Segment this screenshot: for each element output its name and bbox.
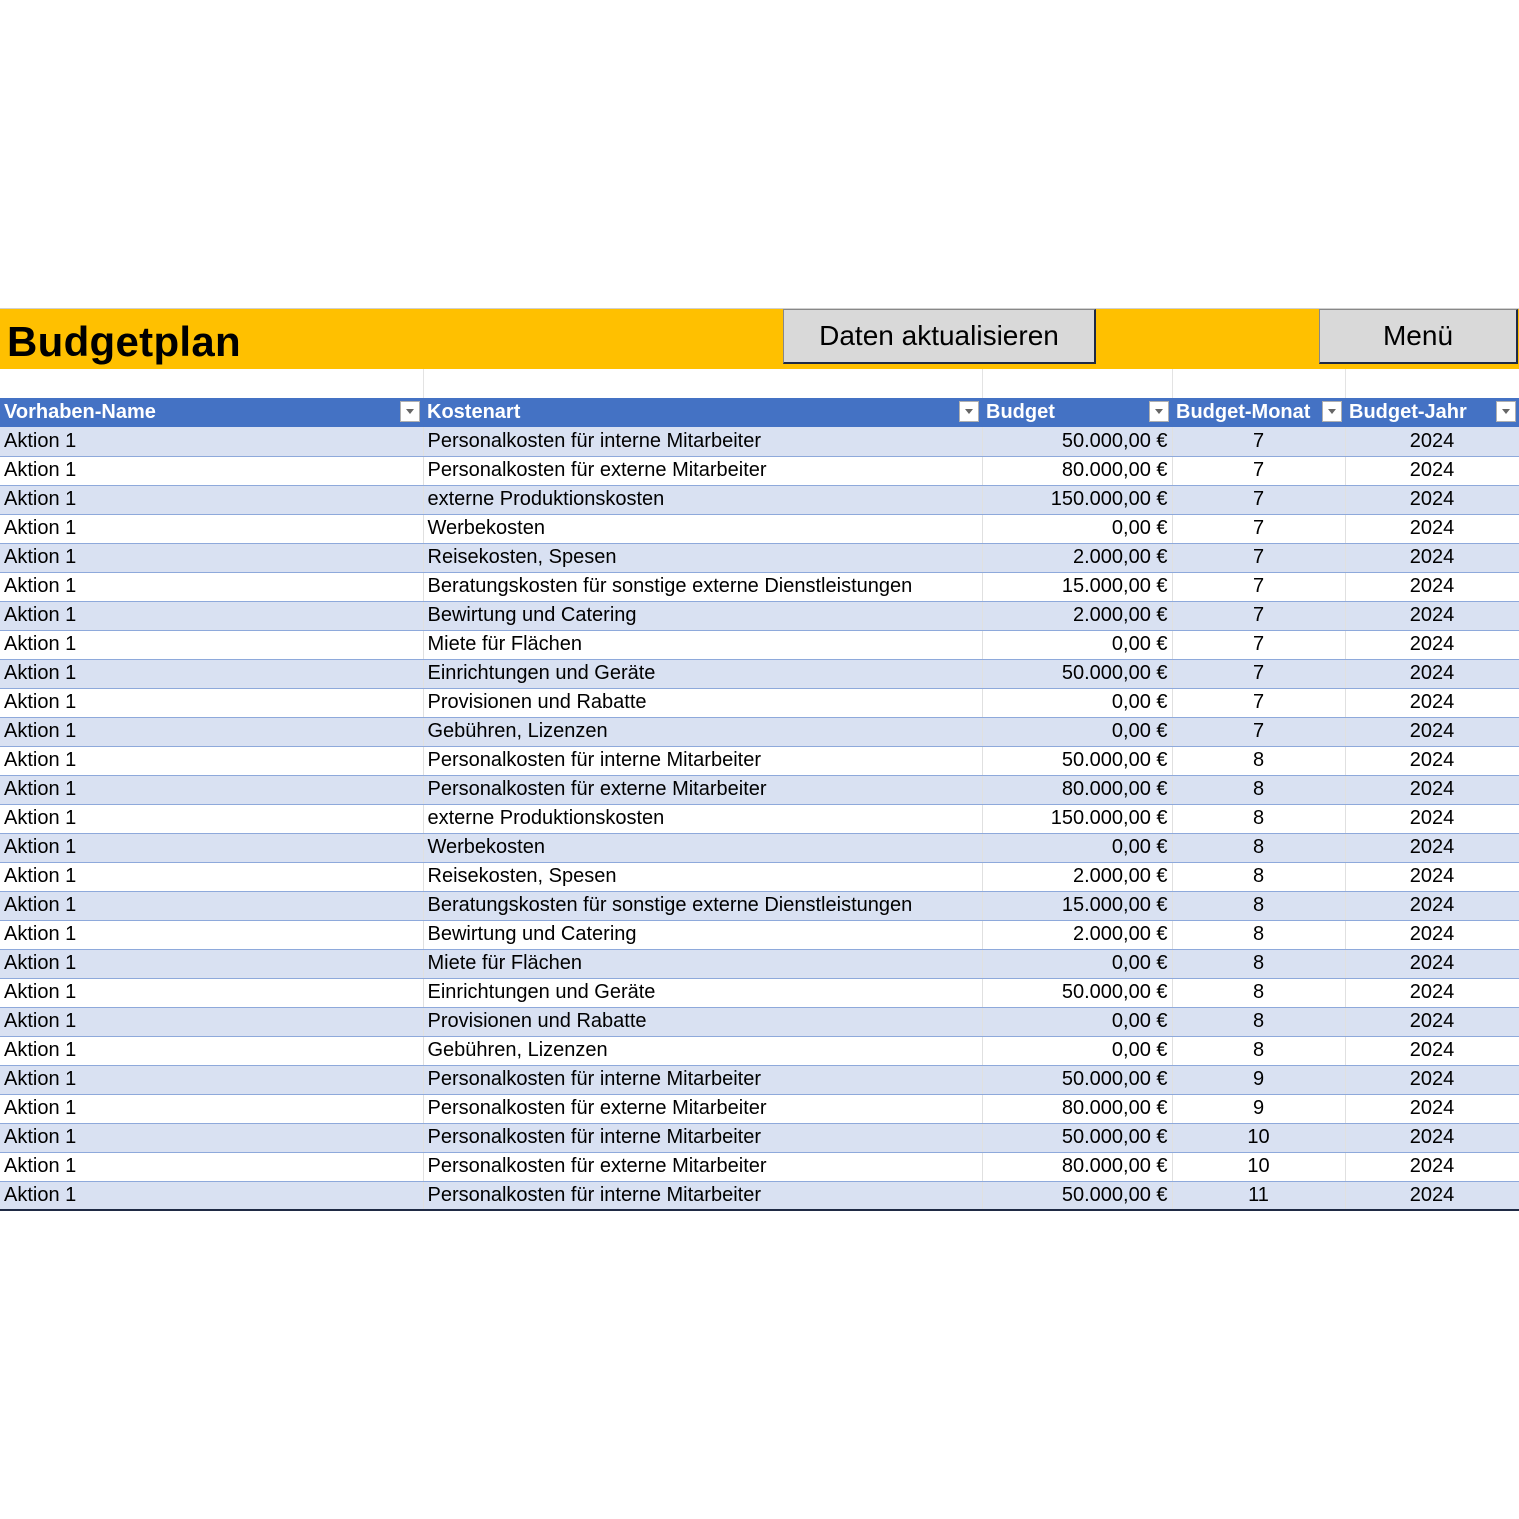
- cell-budget[interactable]: 0,00 €: [982, 833, 1172, 862]
- cell-budget[interactable]: 80.000,00 €: [982, 456, 1172, 485]
- column-header-kostenart: Kostenart: [423, 398, 982, 427]
- filter-dropdown-icon[interactable]: [1496, 401, 1516, 422]
- cell-vorhaben-name[interactable]: Aktion 1: [0, 1123, 423, 1152]
- cell-kostenart[interactable]: Miete für Flächen: [423, 630, 982, 659]
- table-row: [0, 1065, 1519, 1094]
- cell-budget-monat[interactable]: 7: [1172, 543, 1345, 572]
- cell-kostenart[interactable]: Einrichtungen und Geräte: [423, 978, 982, 1007]
- cell-budget[interactable]: 50.000,00 €: [982, 1123, 1172, 1152]
- cell-budget-jahr[interactable]: 2024: [1345, 601, 1519, 630]
- cell-vorhaben-name[interactable]: Aktion 1: [0, 1094, 423, 1123]
- cell-vorhaben-name[interactable]: Aktion 1: [0, 485, 423, 514]
- cell-budget-jahr[interactable]: 2024: [1345, 543, 1519, 572]
- cell-budget-monat[interactable]: 8: [1172, 746, 1345, 775]
- budget-table: [0, 398, 1519, 1211]
- cell-kostenart[interactable]: Beratungskosten für sonstige externe Dienstleistungen: [423, 891, 982, 920]
- cell-budget-jahr[interactable]: 2024: [1345, 630, 1519, 659]
- cell-budget-monat[interactable]: 7: [1172, 514, 1345, 543]
- cell-budget[interactable]: 80.000,00 €: [982, 775, 1172, 804]
- cell-kostenart[interactable]: Personalkosten für interne Mitarbeiter: [423, 1181, 982, 1210]
- cell-budget-monat[interactable]: 10: [1172, 1123, 1345, 1152]
- table-row: [0, 1036, 1519, 1065]
- cell-budget-monat[interactable]: 7: [1172, 659, 1345, 688]
- blank-row: [0, 369, 1519, 398]
- cell-vorhaben-name[interactable]: Aktion 1: [0, 978, 423, 1007]
- cell-vorhaben-name[interactable]: Aktion 1: [0, 659, 423, 688]
- cell-kostenart[interactable]: Werbekosten: [423, 833, 982, 862]
- cell-budget-monat[interactable]: 7: [1172, 485, 1345, 514]
- cell-budget-monat[interactable]: 7: [1172, 456, 1345, 485]
- cell-budget-jahr[interactable]: 2024: [1345, 920, 1519, 949]
- table-row: [0, 688, 1519, 717]
- cell-budget-monat[interactable]: 8: [1172, 949, 1345, 978]
- cell-vorhaben-name[interactable]: Aktion 1: [0, 543, 423, 572]
- cell-budget[interactable]: 50.000,00 €: [982, 978, 1172, 1007]
- cell-budget-monat[interactable]: 8: [1172, 1007, 1345, 1036]
- cell-vorhaben-name[interactable]: Aktion 1: [0, 1181, 423, 1210]
- table-row: [0, 775, 1519, 804]
- cell-budget[interactable]: 0,00 €: [982, 1007, 1172, 1036]
- cell-budget-jahr[interactable]: 2024: [1345, 804, 1519, 833]
- cell-budget[interactable]: 150.000,00 €: [982, 804, 1172, 833]
- cell-vorhaben-name[interactable]: Aktion 1: [0, 717, 423, 746]
- column-header-budget: Budget: [982, 398, 1172, 427]
- cell-budget-jahr[interactable]: 2024: [1345, 427, 1519, 456]
- cell-budget-monat[interactable]: 8: [1172, 1036, 1345, 1065]
- cell-vorhaben-name[interactable]: Aktion 1: [0, 514, 423, 543]
- cell-vorhaben-name[interactable]: Aktion 1: [0, 630, 423, 659]
- table-row: [0, 862, 1519, 891]
- cell-kostenart[interactable]: externe Produktionskosten: [423, 485, 982, 514]
- cell-budget-monat[interactable]: 10: [1172, 1152, 1345, 1181]
- cell-budget-jahr[interactable]: 2024: [1345, 891, 1519, 920]
- cell-budget-jahr[interactable]: 2024: [1345, 862, 1519, 891]
- cell-vorhaben-name[interactable]: Aktion 1: [0, 920, 423, 949]
- cell-budget[interactable]: 0,00 €: [982, 717, 1172, 746]
- cell-budget[interactable]: 15.000,00 €: [982, 891, 1172, 920]
- cell-budget[interactable]: 50.000,00 €: [982, 746, 1172, 775]
- column-header-budget-monat: Budget-Monat: [1172, 398, 1345, 427]
- cell-budget-monat[interactable]: 8: [1172, 862, 1345, 891]
- table-row: [0, 543, 1519, 572]
- table-row: [0, 804, 1519, 833]
- filter-dropdown-icon[interactable]: [1322, 401, 1342, 422]
- cell-budget-jahr[interactable]: 2024: [1345, 485, 1519, 514]
- cell-kostenart[interactable]: Personalkosten für externe Mitarbeiter: [423, 1094, 982, 1123]
- cell-vorhaben-name[interactable]: Aktion 1: [0, 688, 423, 717]
- table-row: [0, 717, 1519, 746]
- table-row: [0, 485, 1519, 514]
- cell-budget-monat[interactable]: 8: [1172, 775, 1345, 804]
- cell-budget[interactable]: 50.000,00 €: [982, 1065, 1172, 1094]
- cell-budget-jahr[interactable]: 2024: [1345, 688, 1519, 717]
- cell-kostenart[interactable]: Personalkosten für interne Mitarbeiter: [423, 1123, 982, 1152]
- cell-budget-monat[interactable]: 8: [1172, 833, 1345, 862]
- cell-kostenart[interactable]: Personalkosten für externe Mitarbeiter: [423, 775, 982, 804]
- cell-budget-jahr[interactable]: 2024: [1345, 1181, 1519, 1210]
- cell-budget-jahr[interactable]: 2024: [1345, 1123, 1519, 1152]
- cell-budget[interactable]: 50.000,00 €: [982, 1181, 1172, 1210]
- cell-vorhaben-name[interactable]: Aktion 1: [0, 572, 423, 601]
- cell-vorhaben-name[interactable]: Aktion 1: [0, 775, 423, 804]
- cell-budget[interactable]: 150.000,00 €: [982, 485, 1172, 514]
- table-row: [0, 746, 1519, 775]
- cell-budget[interactable]: 0,00 €: [982, 1036, 1172, 1065]
- cell-budget-jahr[interactable]: 2024: [1345, 1007, 1519, 1036]
- cell-budget-monat[interactable]: 7: [1172, 427, 1345, 456]
- cell-vorhaben-name[interactable]: Aktion 1: [0, 804, 423, 833]
- table-row: [0, 978, 1519, 1007]
- cell-budget-jahr[interactable]: 2024: [1345, 978, 1519, 1007]
- filter-dropdown-icon[interactable]: [959, 401, 979, 422]
- cell-vorhaben-name[interactable]: Aktion 1: [0, 1152, 423, 1181]
- cell-kostenart[interactable]: Provisionen und Rabatte: [423, 688, 982, 717]
- cell-budget[interactable]: 2.000,00 €: [982, 920, 1172, 949]
- cell-budget-jahr[interactable]: 2024: [1345, 949, 1519, 978]
- cell-budget-monat[interactable]: 7: [1172, 601, 1345, 630]
- table-row: [0, 1181, 1519, 1210]
- cell-budget-jahr[interactable]: 2024: [1345, 1065, 1519, 1094]
- cell-vorhaben-name[interactable]: Aktion 1: [0, 427, 423, 456]
- table-row: [0, 456, 1519, 485]
- table-row: [0, 1123, 1519, 1152]
- cell-budget-jahr[interactable]: 2024: [1345, 1094, 1519, 1123]
- cell-kostenart[interactable]: Reisekosten, Spesen: [423, 862, 982, 891]
- table-header-row: [0, 398, 1519, 427]
- filter-dropdown-icon[interactable]: [1149, 401, 1169, 422]
- cell-vorhaben-name[interactable]: Aktion 1: [0, 456, 423, 485]
- table-row: [0, 514, 1519, 543]
- cell-budget[interactable]: 80.000,00 €: [982, 1094, 1172, 1123]
- table-row: [0, 949, 1519, 978]
- cell-budget[interactable]: 15.000,00 €: [982, 572, 1172, 601]
- cell-budget-jahr[interactable]: 2024: [1345, 1036, 1519, 1065]
- title-bar: [0, 308, 1519, 369]
- cell-budget-jahr[interactable]: 2024: [1345, 514, 1519, 543]
- table-row: [0, 920, 1519, 949]
- cell-budget[interactable]: 0,00 €: [982, 514, 1172, 543]
- cell-budget-jahr[interactable]: 2024: [1345, 746, 1519, 775]
- cell-budget-monat[interactable]: 11: [1172, 1181, 1345, 1210]
- cell-kostenart[interactable]: Personalkosten für externe Mitarbeiter: [423, 1152, 982, 1181]
- cell-budget-monat[interactable]: 7: [1172, 572, 1345, 601]
- table-row: [0, 1152, 1519, 1181]
- cell-vorhaben-name[interactable]: Aktion 1: [0, 891, 423, 920]
- cell-kostenart[interactable]: Werbekosten: [423, 514, 982, 543]
- cell-budget-monat[interactable]: 8: [1172, 978, 1345, 1007]
- cell-budget-jahr[interactable]: 2024: [1345, 717, 1519, 746]
- cell-budget-jahr[interactable]: 2024: [1345, 833, 1519, 862]
- cell-kostenart[interactable]: externe Produktionskosten: [423, 804, 982, 833]
- cell-kostenart[interactable]: Personalkosten für interne Mitarbeiter: [423, 746, 982, 775]
- cell-kostenart[interactable]: Provisionen und Rabatte: [423, 1007, 982, 1036]
- table-row: [0, 833, 1519, 862]
- cell-budget-jahr[interactable]: 2024: [1345, 572, 1519, 601]
- cell-budget[interactable]: 50.000,00 €: [982, 659, 1172, 688]
- cell-budget-monat[interactable]: 7: [1172, 688, 1345, 717]
- cell-kostenart[interactable]: Beratungskosten für sonstige externe Dienstleistungen: [423, 572, 982, 601]
- cell-budget-monat[interactable]: 8: [1172, 804, 1345, 833]
- cell-kostenart[interactable]: Gebühren, Lizenzen: [423, 1036, 982, 1065]
- cell-kostenart[interactable]: Einrichtungen und Geräte: [423, 659, 982, 688]
- table-row: [0, 1094, 1519, 1123]
- cell-vorhaben-name[interactable]: Aktion 1: [0, 746, 423, 775]
- table-row: [0, 572, 1519, 601]
- update-data-button[interactable]: Daten aktualisieren: [783, 309, 1096, 364]
- page-title: Budgetplan: [7, 318, 241, 365]
- cell-vorhaben-name[interactable]: Aktion 1: [0, 862, 423, 891]
- column-header-budget-jahr: Budget-Jahr: [1345, 398, 1519, 427]
- cell-budget[interactable]: 0,00 €: [982, 630, 1172, 659]
- cell-budget-monat[interactable]: 8: [1172, 891, 1345, 920]
- filter-dropdown-icon[interactable]: [400, 401, 420, 422]
- cell-kostenart[interactable]: Personalkosten für externe Mitarbeiter: [423, 456, 982, 485]
- table-row: [0, 427, 1519, 456]
- cell-budget-monat[interactable]: 8: [1172, 920, 1345, 949]
- cell-budget-monat[interactable]: 9: [1172, 1065, 1345, 1094]
- cell-budget-jahr[interactable]: 2024: [1345, 775, 1519, 804]
- cell-budget-monat[interactable]: 7: [1172, 717, 1345, 746]
- cell-vorhaben-name[interactable]: Aktion 1: [0, 601, 423, 630]
- cell-kostenart[interactable]: Gebühren, Lizenzen: [423, 717, 982, 746]
- cell-budget-monat[interactable]: 9: [1172, 1094, 1345, 1123]
- spreadsheet: [0, 308, 1519, 1211]
- cell-budget-monat[interactable]: 7: [1172, 630, 1345, 659]
- cell-budget[interactable]: 50.000,00 €: [982, 427, 1172, 456]
- cell-kostenart[interactable]: Bewirtung und Catering: [423, 601, 982, 630]
- cell-budget[interactable]: 0,00 €: [982, 949, 1172, 978]
- cell-vorhaben-name[interactable]: Aktion 1: [0, 1065, 423, 1094]
- cell-budget-jahr[interactable]: 2024: [1345, 456, 1519, 485]
- cell-budget-jahr[interactable]: 2024: [1345, 1152, 1519, 1181]
- table-row: [0, 1007, 1519, 1036]
- cell-vorhaben-name[interactable]: Aktion 1: [0, 949, 423, 978]
- cell-kostenart[interactable]: Reisekosten, Spesen: [423, 543, 982, 572]
- menu-button[interactable]: Menü: [1319, 309, 1518, 364]
- cell-budget-jahr[interactable]: 2024: [1345, 659, 1519, 688]
- cell-kostenart[interactable]: Bewirtung und Catering: [423, 920, 982, 949]
- cell-vorhaben-name[interactable]: Aktion 1: [0, 1036, 423, 1065]
- cell-kostenart[interactable]: Personalkosten für interne Mitarbeiter: [423, 427, 982, 456]
- table-row: [0, 891, 1519, 920]
- cell-budget[interactable]: 2.000,00 €: [982, 601, 1172, 630]
- column-header-vorhaben-name: Vorhaben-Name: [0, 398, 423, 427]
- cell-budget[interactable]: 2.000,00 €: [982, 543, 1172, 572]
- cell-budget[interactable]: 0,00 €: [982, 688, 1172, 717]
- cell-budget[interactable]: 80.000,00 €: [982, 1152, 1172, 1181]
- cell-vorhaben-name[interactable]: Aktion 1: [0, 833, 423, 862]
- table-row: [0, 659, 1519, 688]
- table-row: [0, 630, 1519, 659]
- cell-kostenart[interactable]: Miete für Flächen: [423, 949, 982, 978]
- cell-kostenart[interactable]: Personalkosten für interne Mitarbeiter: [423, 1065, 982, 1094]
- table-row: [0, 601, 1519, 630]
- cell-vorhaben-name[interactable]: Aktion 1: [0, 1007, 423, 1036]
- cell-budget[interactable]: 2.000,00 €: [982, 862, 1172, 891]
